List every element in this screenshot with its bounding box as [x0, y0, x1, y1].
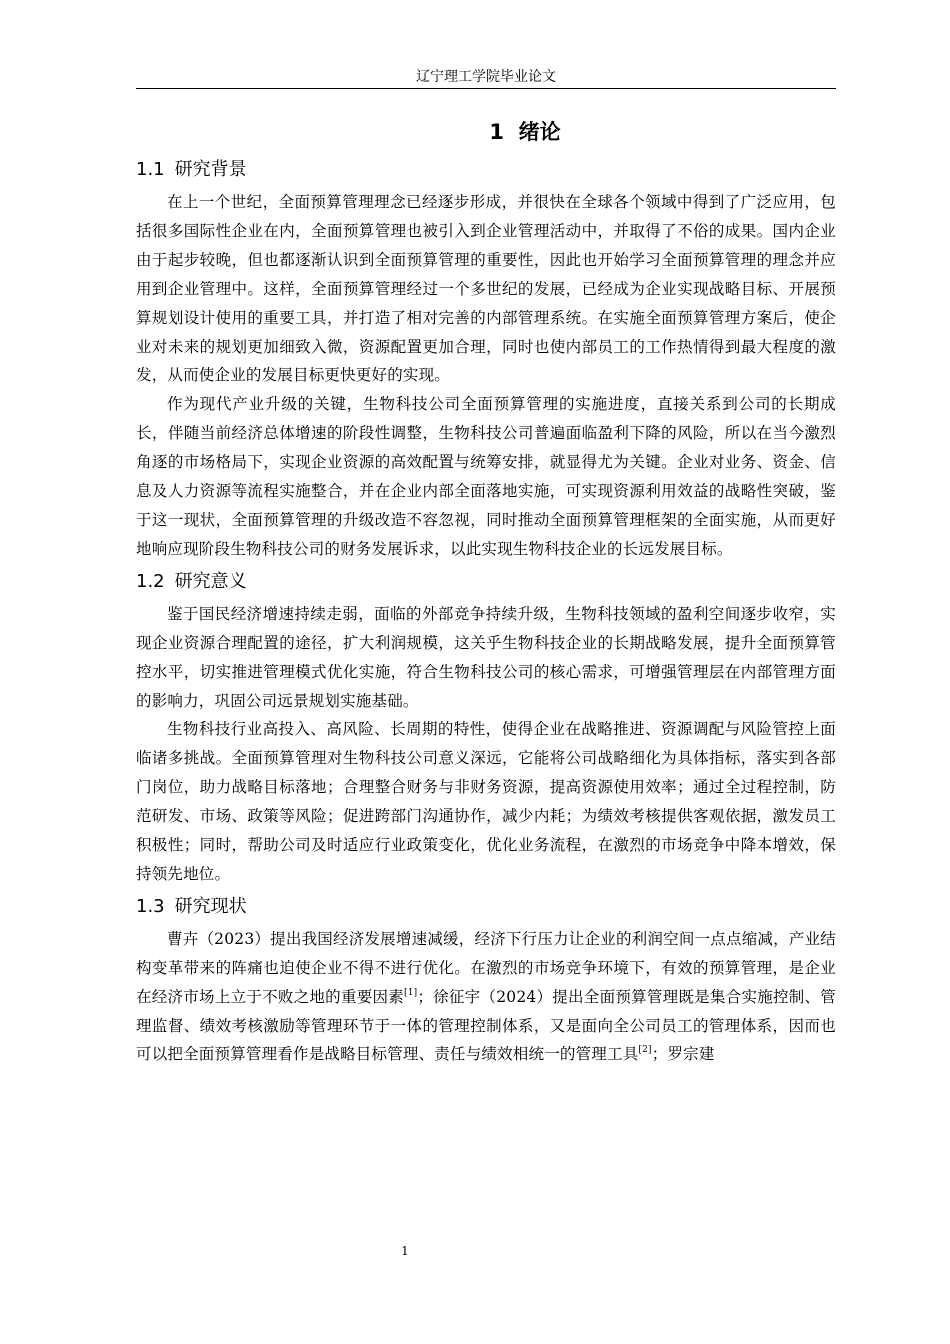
- section-title: 研究意义: [174, 570, 247, 592]
- chapter-title-text: 绪论: [518, 120, 561, 144]
- page-number: 1: [401, 1244, 409, 1258]
- paragraph: [136, 925, 836, 1070]
- paragraph: 在上一个世纪，全面预算管理理念已经逐步形成，并很快在全球各个领域中得到了广泛应用，包括很多国际性企业在内，全面预算管理也被引入到企业管理活动中，并取得了不俗的成果。国内企业由于起步较晚，但也都逐渐认识到全面预算管理的重要性，因此也开始学习全面预算管理的理念并应用到企业管理中。这样，全面预算管理经过一个多世纪的发展，已经成为企业实现战略目标、开展预算规划设计使用的重要工具，并打造了相对完善的内部管理系统。在实施全面预算管理方案后，使企业对未来的规划更加细致入微，资源配置更加合理，同时也使内部员工的工作热情得到最大程度的激发，从而使企业的发展目标更快更好的实现。: [136, 193, 836, 385]
- section-heading-1-2: [136, 564, 836, 600]
- section-title: 研究背景: [174, 159, 247, 180]
- section-title: 研究现状: [174, 895, 247, 917]
- page-header: 辽宁理工学院毕业论文: [136, 66, 836, 89]
- paragraph-text: 曹卉（2023）提出我国经济发展增速减缓，经济下行压力让企业的利润空间一点点缩减，产业结构变革带来的阵痛也迫使企业不得不进行优化。在激烈的市场竞争环境下，有效的预算管理，是企业在经济市场上立于不败之地的重要因素: [136, 929, 836, 1006]
- paragraph-text: ；罗宗建: [651, 1045, 715, 1064]
- section-number: 1.3: [136, 895, 165, 917]
- paragraph: 鉴于国民经济增速持续走弱，面临的外部竞争持续升级，生物科技领域的盈利空间逐步收窄，实现企业资源合理配置的途径，扩大利润规模，这关乎生物科技企业的长期战略发展，提升全面预算管控水平，切实推进管理模式优化实施，符合生物科技公司的核心需求，可增强管理层在内部管理方面的影响力，巩固公司远景规划实施基础。: [136, 604, 836, 710]
- section-heading-1-1: [136, 152, 836, 188]
- section-number: 1.1: [136, 159, 165, 180]
- paragraph: 生物科技行业高投入、高风险、长周期的特性，使得企业在战略推进、资源调配与风险管控上面临诸多挑战。全面预算管理对生物科技公司意义深远，它能将公司战略细化为具体指标，落实到各部门岗位，助力战略目标落地；合理整合财务与非财务资源，提高资源使用效率；通过全过程控制，防范研发、市场、政策等风险；促进跨部门沟通协作，减少内耗；为绩效考核提供客观依据，激发员工积极性；同时，帮助公司及时适应行业政策变化，优化业务流程，在激烈的市场竞争中降本增效，保持领先地位。: [136, 720, 836, 883]
- section-heading-1-3: [136, 889, 836, 925]
- paragraph: 作为现代产业升级的关键，生物科技公司全面预算管理的实施进度，直接关系到公司的长期成长，伴随当前经济总体增速的阶段性调整，生物科技公司普遍面临盈利下降的风险，所以在当今激烈角逐的市场格局下，实现企业资源的高效配置与统筹安排，就显得尤为关键。企业对业务、资金、信息及人力资源等流程实施整合，并在企业内部全面落地实施，可实现资源利用效益的战略性突破，鉴于这一现状，全面预算管理的升级改造不容忽视，同时推动全面预算管理框架的全面实施，从而更好地响应现阶段生物科技公司的财务发展诉求，以此实现生物科技企业的长远发展目标。: [136, 395, 836, 558]
- citation-2[interactable]: [2]: [638, 1045, 652, 1056]
- paragraph-text: ；徐征宇（2024）提出全面预算管理既是集合实施控制、管理监督、绩效考核激励等管理环节于一体的管理控制体系，又是面向全公司员工的管理体系，因而也可以把全面预算管理看作是战略目标管理、责任与绩效相统一的管理工具: [136, 987, 836, 1064]
- chapter-number: 1: [489, 120, 504, 144]
- section-number: 1.2: [136, 570, 165, 592]
- chapter-title: [0, 117, 950, 147]
- citation-1[interactable]: [1]: [404, 987, 418, 998]
- body-content: [136, 152, 836, 1069]
